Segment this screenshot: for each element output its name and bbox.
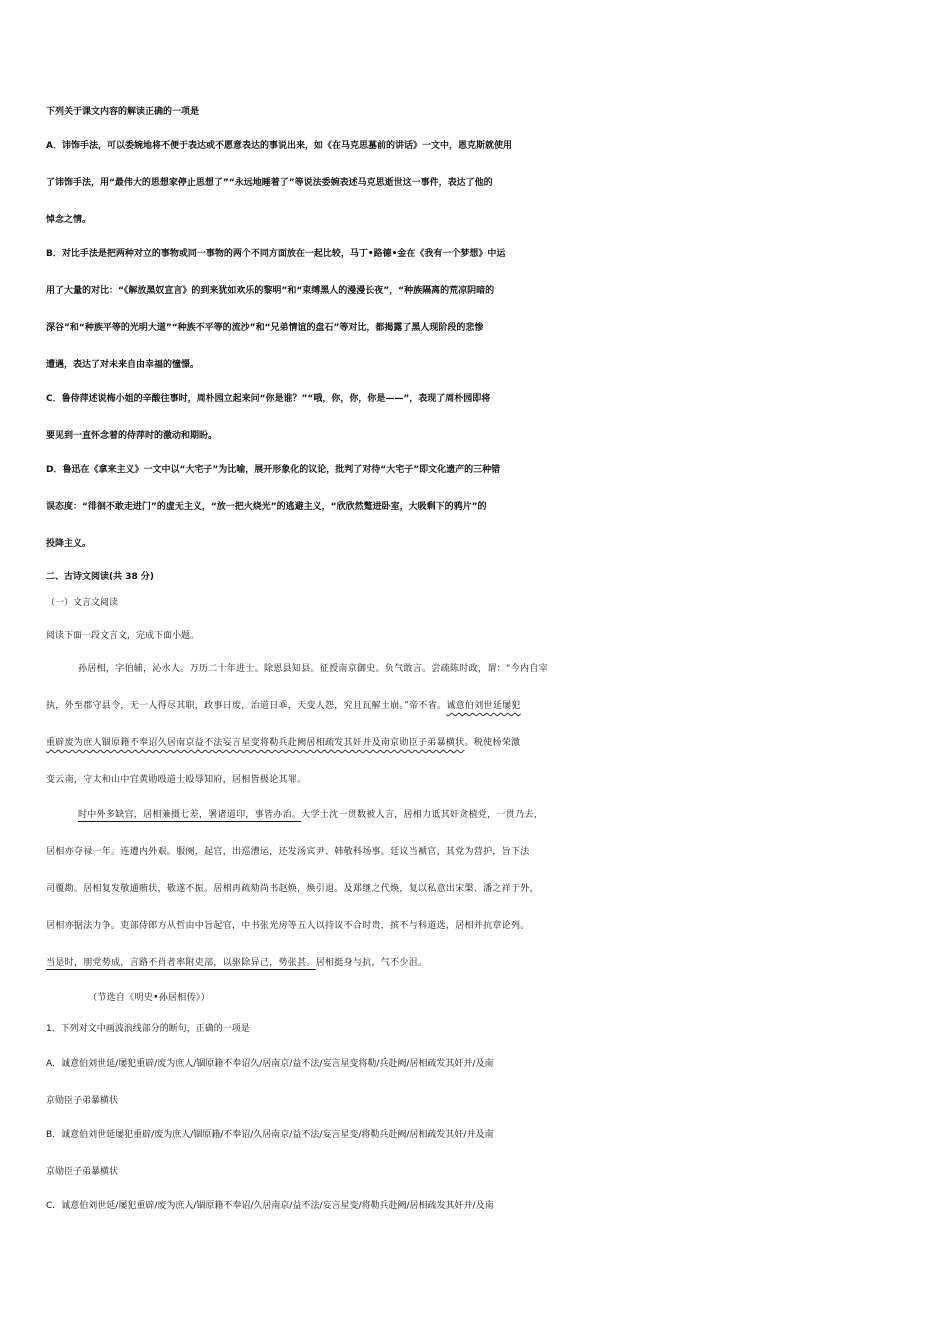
passage-p2-line-5 [46,953,906,973]
section-subtitle: （一）文言文阅读 [46,598,119,608]
section-instruction: 阅读下面一段文言文，完成下面小题。 [46,631,200,641]
option-a-line-2: 了讳饰手法，用“最伟大的思想家停止思想了”“永远地睡着了”等说法委婉表述马克思逝世这一事件，表达了他的 [46,178,493,188]
passage-source: （节选自《明史•孙居相传》） [88,993,211,1003]
underlined-sentence: 当是时，朋党势成，言路不肖者率附吏部，以驱除异己，势张甚。 [46,958,316,968]
option-b-line-3: 深谷”和“种族平等的光明大道”“种族不平等的流沙”和“兄弟情谊的盘石”等对比，都揭露了黑人现阶段的悲惨 [46,323,484,333]
section-title: 二、古诗文阅读(共 38 分) [46,572,155,582]
question1-option-c-line-1: C．诚意伯刘世延/屡犯重辟/废为庶人/锢原籍不奉诏/久居南京/益不法/妄言星变/将勒兵赴阙/居相疏发其奸并/及南 [46,1201,494,1211]
question-intro: 下列关于课文内容的解读正确的一项是 [46,107,200,117]
option-a-line-3: 悼念之情。 [46,215,92,225]
option-b-line-4: 遭遇，表达了对未来自由幸福的憧憬。 [46,360,200,370]
passage-p2-line-3: 司覆勘。居相复发敬通贿状，敬遂不振。居相再疏劾尚书赵焕，焕引退。及郑继之代焕，复以私意出宋槃、潘之祥于外， [46,884,539,894]
passage-p2-line-4: 居相亦据法力争。吏部侍郎方从哲由中旨起官，中书张光房等五人以持议不合时贵，摈不与科道选，居相并抗章论列。 [46,921,530,931]
passage-p2-line-1-tail: 大学士沈一贯数被人言，居相力诋其奸贪植党，一贯乃去， [301,810,544,820]
passage-p1-line-4: 变云南，守太和山中官黄勋殴道士殴辱知府，居相皆极论其罪。 [46,775,307,785]
wavy-underlined-text: 诚意伯刘世延屡犯 [446,701,521,711]
wavy-underlined-text: 重辟废为庶人锢原籍不奉诏久居南京益不法妄言星变将勒兵赴阙居相疏发其奸并及南京勋臣子弟暴横状 [46,738,465,748]
question1-option-b-line-1: B．诚意伯刘世延屡犯重辟/废为庶人/锢原籍/不奉诏/久居南京/益不法/妄言星变/将勒兵赴阙/居相疏发其奸/并及南 [46,1130,494,1140]
option-c-line-2: 要见到一直怀念着的侍萍时的激动和期盼。 [46,431,218,441]
passage-p1-line-3 [46,733,906,753]
question1-option-b-line-2: 京勋臣子弟暴横状 [46,1167,119,1177]
question1-stem: 1．下列对文中画波浪线部分的断句，正确的一项是 [46,1024,250,1034]
passage-p1-line-1: 孙居相，字伯辅，沁水人。万历二十年进士。除恩县知县。征授南京御史。负气敢言。尝疏陈时政，谓：“今内自宰 [78,664,548,674]
option-a-line-1: A．讳饰手法，可以委婉地将不便于表达或不愿意表达的事说出来，如《在马克思墓前的讲话》一文中，恩克斯就使用 [46,141,512,151]
passage-p2-line-1 [78,805,938,825]
option-d-line-3: 投降主义。 [46,539,92,549]
option-d-line-1: D．鲁迅在《拿来主义》一文中以“大宅子”为比喻，展开形象化的议论，批判了对待“大宅子”即文化遗产的三种错 [46,465,501,475]
question1-option-a-line-1: A．诚意伯刘世延/屡犯重辟/废为庶人/锢原籍不奉诏久/居南京/益不法/妄言星变将勒/兵赴阙/居相疏发其奸并/及南 [46,1059,494,1069]
option-c-line-1: C．鲁侍萍述说梅小姐的辛酸往事时，周朴园立起来问“你是谁？”“哦，你，你，你是——”，表现了周朴园即将 [46,394,491,404]
passage-p2-line-2: 居相亦夺禄一年。连遭内外艰。服阕，起官，出巡漕运，还发汤宾尹、韩敬科场事。廷议当褫官，其党为营护，旨下法 [46,847,530,857]
passage-p1-line-2 [46,696,906,716]
passage-p2-line-5-tail: 居相挺身与抗，气不少沮。 [315,958,428,968]
passage-p1-line-3-tail: 。税使杨荣激 [464,738,521,748]
option-b-line-1: B．对比手法是把两种对立的事物或同一事物的两个不同方面放在一起比较，马丁•路德•金在《我有一个梦想》中运 [46,249,506,259]
passage-p1-line-2-text: 执，外至郡守县令，无一人得尽其职，政事日废，治道日乖，天变人怨，究且瓦解土崩。”帝不省。 [46,701,447,711]
option-b-line-2: 用了大量的对比：“《解放黑奴宣言》的到来犹如欢乐的黎明”和“束缚黑人的漫漫长夜”，“种族隔离的荒凉阴暗的 [46,286,495,296]
option-d-line-2: 误态度：“徘徊不敢走进门”的虚无主义，“放一把火烧光”的逃避主义，“欣欣然蹩进卧室，大吸剩下的鸦片”的 [46,502,487,512]
question1-option-a-line-2: 京勋臣子弟暴横状 [46,1096,119,1106]
underlined-sentence: 时中外多缺官，居相兼摄七差，署诸道印，事皆办治。 [78,810,302,820]
